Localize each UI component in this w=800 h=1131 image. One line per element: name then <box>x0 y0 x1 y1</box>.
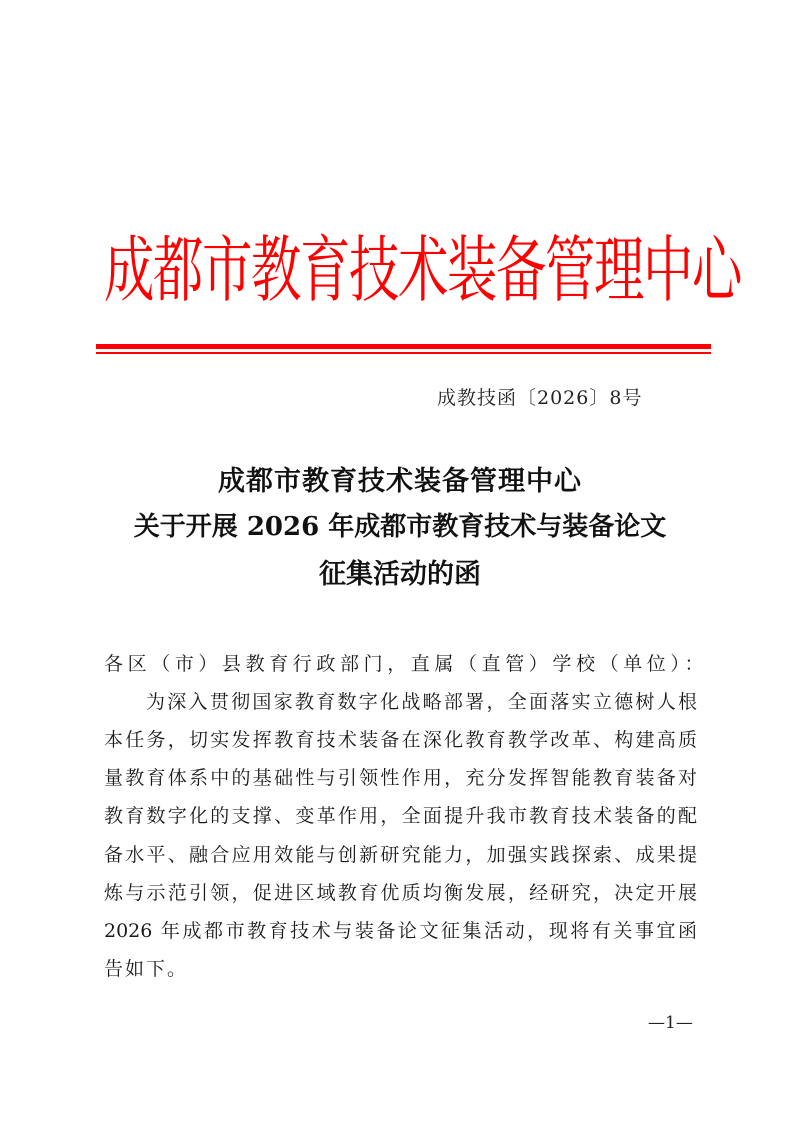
letterhead-rule-thin <box>96 352 711 354</box>
document-title-line-2: 关于开展 2026 年成都市教育技术与装备论文 <box>133 512 667 542</box>
document-title-line-1: 成都市教育技术装备管理中心 <box>218 466 582 497</box>
salutation: 各区（市）县教育行政部门，直属（直管）学校（单位）： <box>104 653 709 675</box>
letterhead-organization-name: 成都市教育技术装备管理中心 <box>104 228 742 312</box>
body-line: 本任务，切实发挥教育技术装备在深化教育教学改革、构建高质 <box>104 729 697 751</box>
document-number: 成教技函〔2026〕8号 <box>437 387 643 409</box>
body-line: 炼与示范引领，促进区域教育优质均衡发展，经研究，决定开展 <box>104 882 697 904</box>
body-line: 告如下。 <box>104 958 189 980</box>
document-title-line-3: 征集活动的函 <box>319 559 481 590</box>
page-number: —1— <box>648 1013 693 1033</box>
body-line: 备水平、融合应用效能与创新研究能力，加强实践探索、成果提 <box>104 844 697 866</box>
body-line: 教育数字化的支撑、变革作用，全面提升我市教育技术装备的配 <box>104 805 697 827</box>
body-line: 2026 年成都市教育技术与装备论文征集活动，现将有关事宜函 <box>104 920 697 942</box>
body-line: 为深入贯彻国家教育数字化战略部署，全面落实立德树人根 <box>146 691 697 713</box>
letterhead-rule-thick <box>96 344 711 349</box>
body-line: 量教育体系中的基础性与引领性作用，充分发挥智能教育装备对 <box>104 767 697 789</box>
letterhead <box>104 228 742 312</box>
